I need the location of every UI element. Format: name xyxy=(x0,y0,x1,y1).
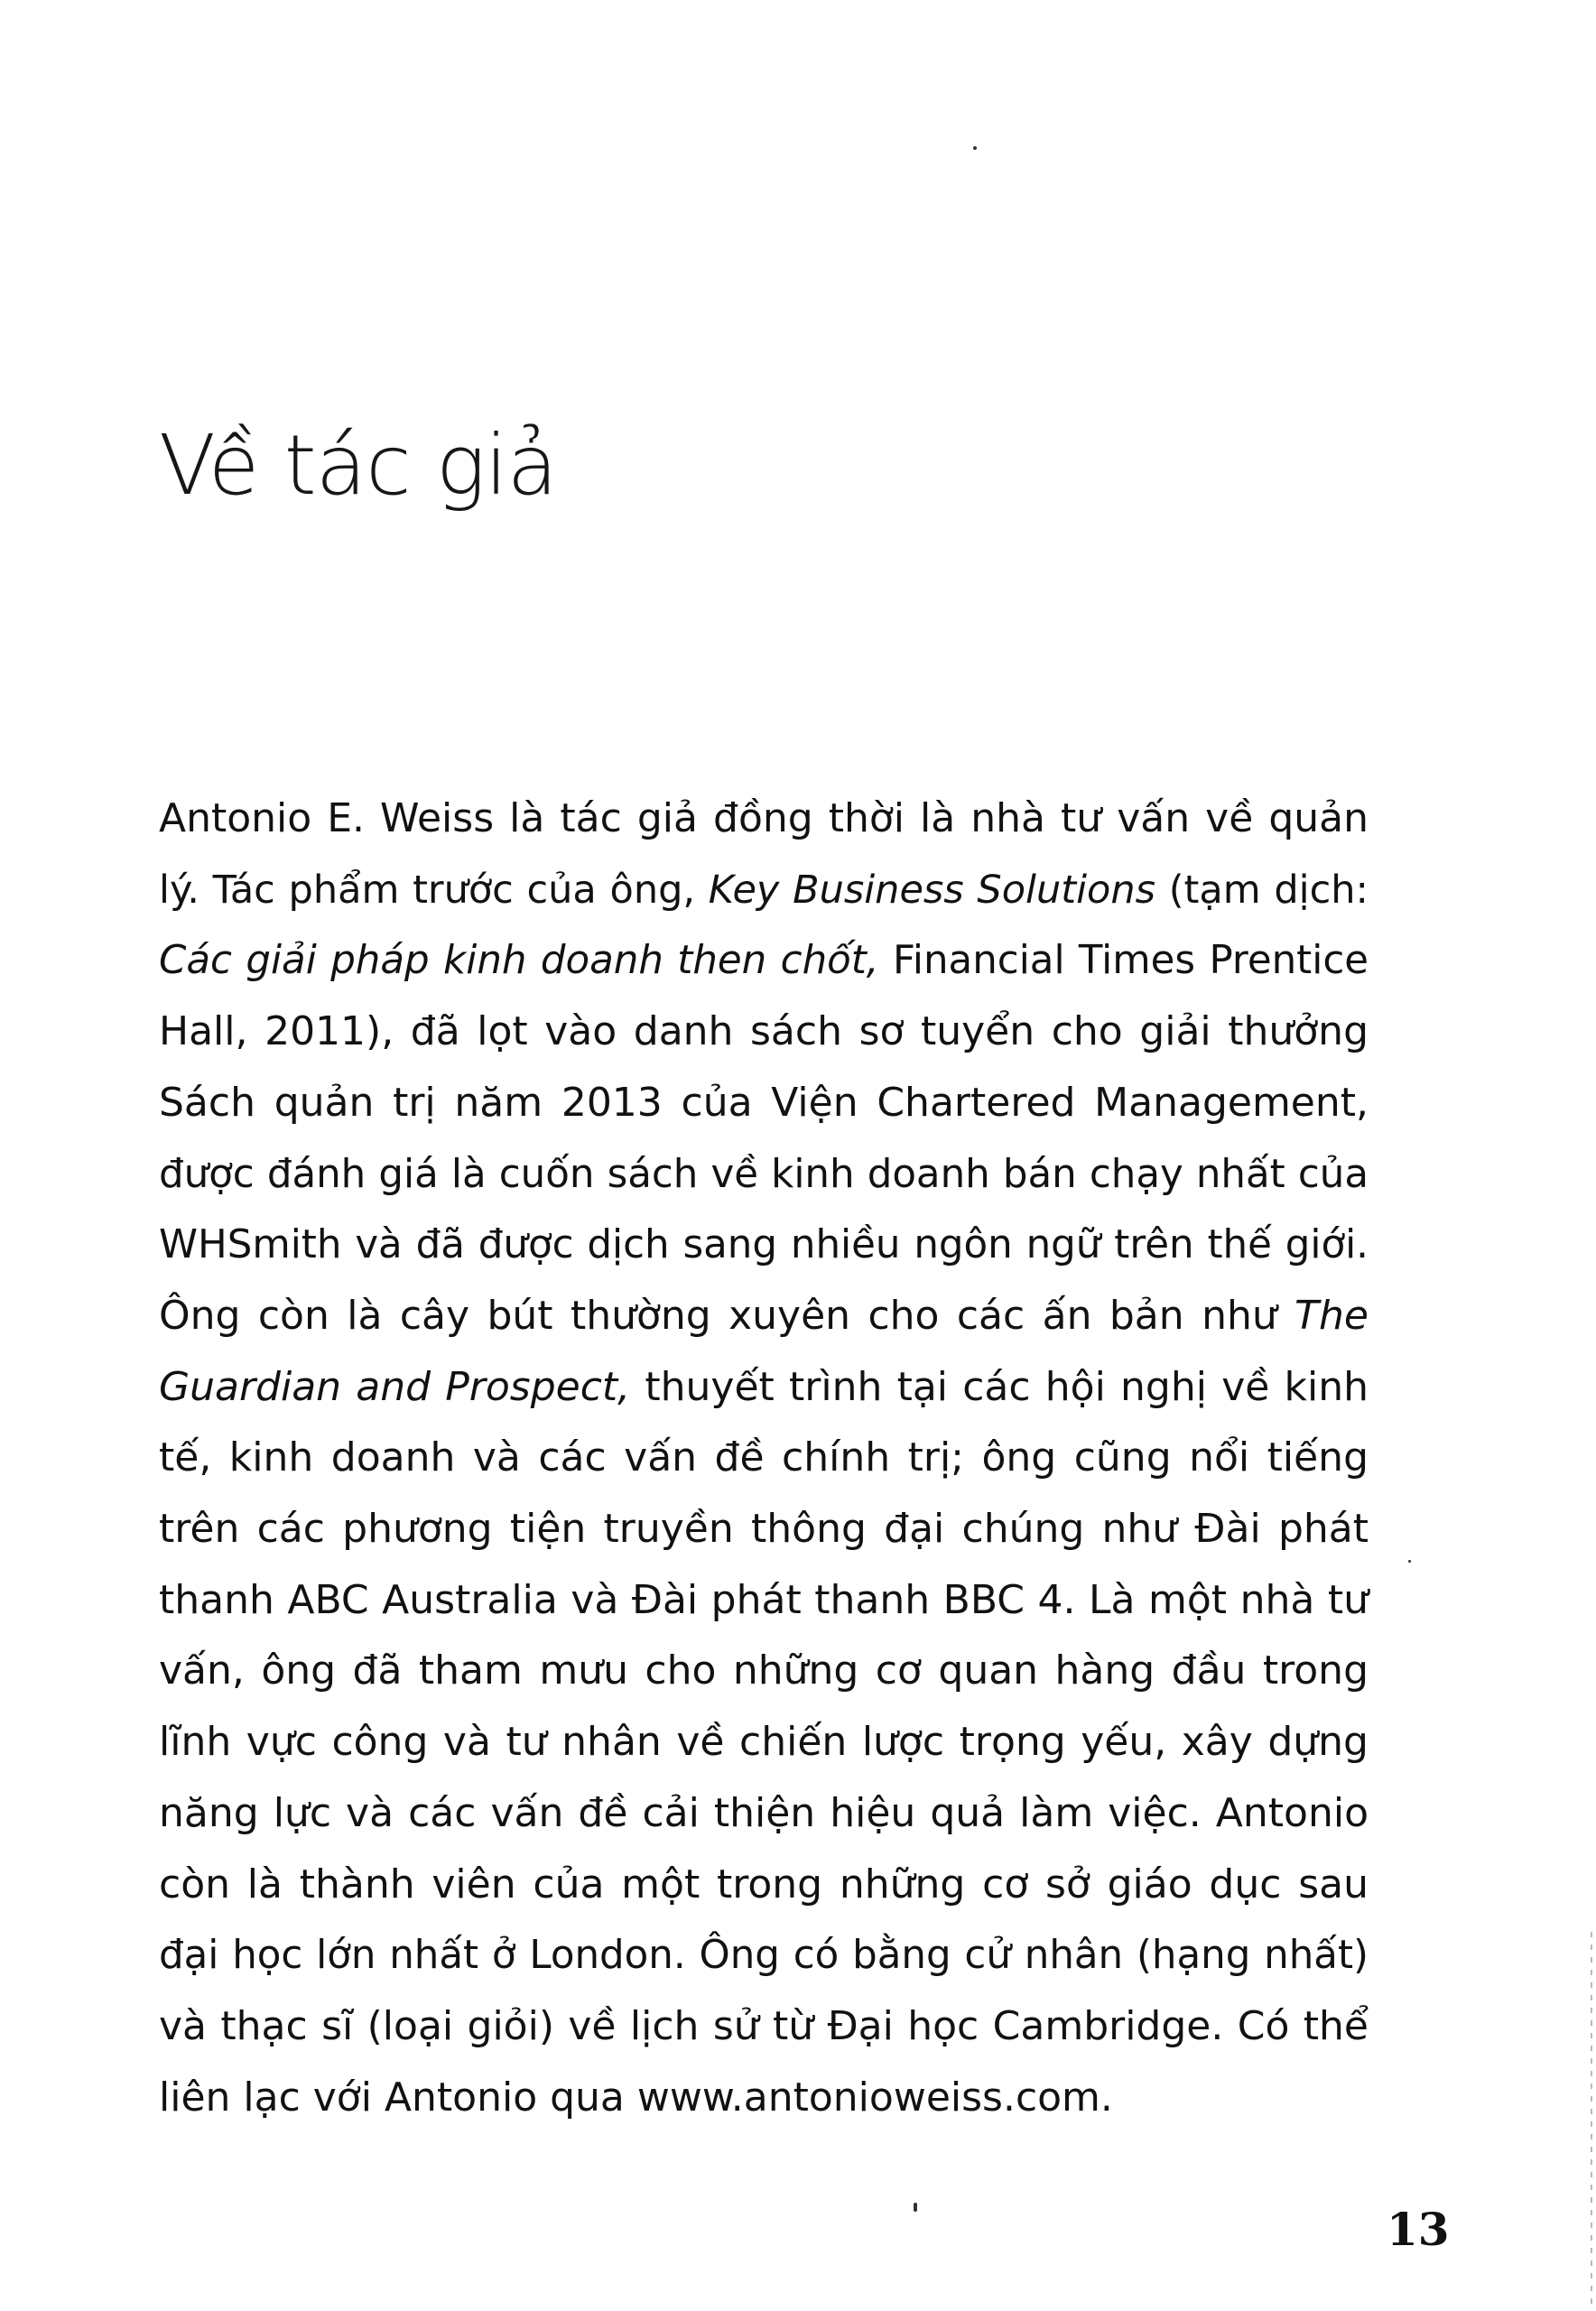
publication-name-italic: Guardian and Prospect, xyxy=(159,1363,631,1410)
book-title-italic: Key Business Solutions xyxy=(708,867,1156,913)
paragraph-line: thanh ABC Australia và Đài phát thanh BBC 4. Là một nhà tư xyxy=(159,1576,1369,1623)
paragraph-line: vấn, ông đã tham mưu cho những cơ quan hàng đầu trong xyxy=(159,1647,1369,1694)
book-title-translation-italic: Các giải pháp kinh doanh then chốt, xyxy=(159,938,879,984)
page-number: 13 xyxy=(1387,2203,1450,2256)
publication-name-italic: The xyxy=(1294,1292,1369,1339)
paragraph-line: lý. Tác phẩm trước của ông, Key Business Solutions (tạm dịch: xyxy=(159,867,1369,913)
paragraph-line: còn là thành viên của một trong những cơ sở giáo dục sau xyxy=(159,1861,1369,1907)
paragraph-line: trên các phương tiện truyền thông đại chúng như Đài phát xyxy=(159,1506,1369,1553)
paragraph-line: tế, kinh doanh và các vấn đề chính trị; ông cũng nổi tiếng xyxy=(159,1434,1369,1481)
paragraph-line: và thạc sĩ (loại giỏi) về lịch sử từ Đại học Cambridge. Có thể xyxy=(159,2002,1369,2049)
paragraph-line: lĩnh vực công và tư nhân về chiến lược trọng yếu, xây dựng xyxy=(159,1719,1369,1766)
paragraph-line: Các giải pháp kinh doanh then chốt, Financial Times Prentice xyxy=(159,938,1369,984)
scan-speck xyxy=(914,2203,917,2212)
paragraph-line: đại học lớn nhất ở London. Ông có bằng cử nhân (hạng nhất) xyxy=(159,1933,1369,1979)
author-bio-paragraph xyxy=(159,784,1369,2133)
paragraph-line: Hall, 2011), đã lọt vào danh sách sơ tuyển cho giải thưởng xyxy=(159,1008,1369,1055)
paragraph-line: liên lạc với Antonio qua www.antonioweiss.com. xyxy=(159,2074,1113,2121)
paragraph-line: WHSmith và đã được dịch sang nhiều ngôn ngữ trên thế giới. xyxy=(159,1222,1369,1268)
scan-edge-artifact xyxy=(1591,1932,1592,2311)
paragraph-line: được đánh giá là cuốn sách về kinh doanh bán chạy nhất của xyxy=(159,1151,1369,1197)
paragraph-line: Ông còn là cây bút thường xuyên cho các ấn bản như The xyxy=(159,1292,1369,1339)
paragraph-line: Antonio E. Weiss là tác giả đồng thời là nhà tư vấn về quản xyxy=(159,795,1369,841)
scan-speck xyxy=(1408,1560,1411,1563)
paragraph-line: Sách quản trị năm 2013 của Viện Chartered Management, xyxy=(159,1079,1369,1126)
paragraph-line: năng lực và các vấn đề cải thiện hiệu quả làm việc. Antonio xyxy=(159,1789,1369,1836)
scan-speck xyxy=(973,146,977,150)
page-title: Về tác giả xyxy=(159,417,558,514)
paragraph-line: Guardian and Prospect, thuyết trình tại các hội nghị về kinh xyxy=(159,1363,1369,1410)
